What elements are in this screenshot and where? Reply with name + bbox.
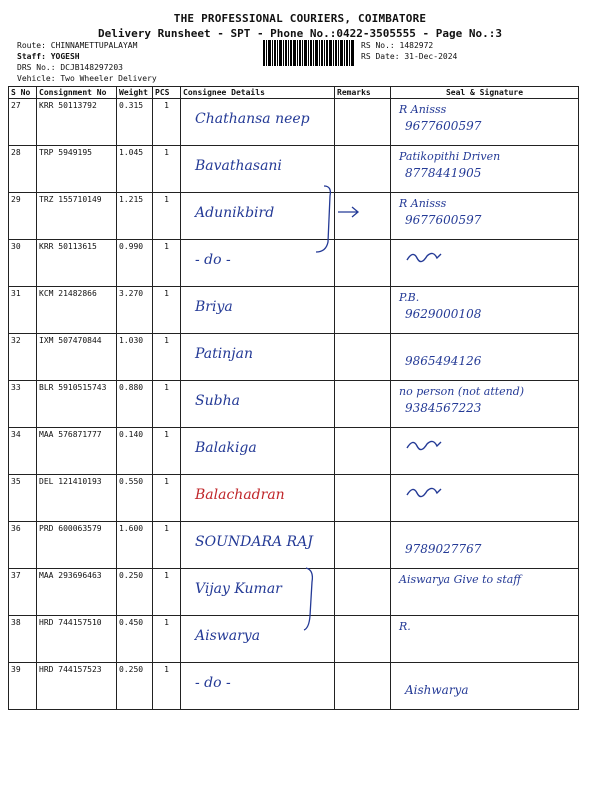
consignee-handwriting: Chathansa neep bbox=[195, 111, 310, 127]
consignee-handwriting: SOUNDARA RAJ bbox=[195, 534, 313, 550]
table-row bbox=[9, 381, 579, 428]
consignment-cell: MAA 576871777 bbox=[37, 428, 117, 475]
col-weight: Weight bbox=[117, 87, 153, 99]
signature-cell bbox=[391, 287, 579, 334]
route-label: Route: CHINNAMETTUPALAYAM bbox=[17, 41, 138, 50]
col-consignee: Consignee Details bbox=[181, 87, 335, 99]
signature-text: R Anisss bbox=[399, 197, 447, 210]
sno-cell: 32 bbox=[9, 334, 37, 381]
meta-left bbox=[17, 40, 157, 84]
weight-cell: 0.550 bbox=[117, 475, 153, 522]
consignee-handwriting: Balakiga bbox=[195, 440, 257, 456]
signature-cell bbox=[391, 616, 579, 663]
remarks-cell bbox=[335, 522, 391, 569]
remarks-cell bbox=[335, 616, 391, 663]
remarks-cell bbox=[335, 287, 391, 334]
consignment-cell: HRD 744157510 bbox=[37, 616, 117, 663]
pcs-cell: 1 bbox=[153, 193, 181, 240]
table-header-row bbox=[9, 87, 579, 99]
pcs-cell: 1 bbox=[153, 475, 181, 522]
signature-phone: 9677600597 bbox=[405, 119, 482, 133]
staff-label: Staff: YOGESH bbox=[17, 52, 80, 61]
runsheet-title: Delivery Runsheet - SPT - Phone No.:0422-3505555 - Page No.:3 bbox=[98, 27, 502, 40]
table-row bbox=[9, 146, 579, 193]
consignment-cell: KRR 50113615 bbox=[37, 240, 117, 287]
signature-phone: 9865494126 bbox=[405, 354, 482, 368]
consignee-handwriting: Patinjan bbox=[195, 346, 253, 362]
remarks-cell bbox=[335, 569, 391, 616]
company-title: THE PROFESSIONAL COURIERS, COIMBATORE bbox=[173, 12, 427, 25]
table-row bbox=[9, 334, 579, 381]
pcs-cell: 1 bbox=[153, 616, 181, 663]
weight-cell: 0.990 bbox=[117, 240, 153, 287]
pcs-cell: 1 bbox=[153, 240, 181, 287]
signature-phone: 9384567223 bbox=[405, 401, 482, 415]
sno-cell: 34 bbox=[9, 428, 37, 475]
consignment-cell: BLR 5910515743 bbox=[37, 381, 117, 428]
weight-cell: 1.030 bbox=[117, 334, 153, 381]
weight-cell: 0.880 bbox=[117, 381, 153, 428]
signature-cell bbox=[391, 193, 579, 240]
consignee-cell bbox=[181, 475, 335, 522]
consignee-cell bbox=[181, 99, 335, 146]
consignee-handwriting: Bavathasani bbox=[195, 158, 282, 174]
consignee-handwriting: - do - bbox=[195, 675, 231, 691]
signature-text: Aiswarya Give to staff bbox=[399, 573, 522, 586]
table-row bbox=[9, 287, 579, 334]
table-row bbox=[9, 569, 579, 616]
remarks-cell bbox=[335, 475, 391, 522]
remarks-cell bbox=[335, 428, 391, 475]
table-row bbox=[9, 522, 579, 569]
signature-cell bbox=[391, 99, 579, 146]
consignment-cell: TRZ 155710149 bbox=[37, 193, 117, 240]
sno-cell: 39 bbox=[9, 663, 37, 710]
col-pcs: PCS bbox=[153, 87, 181, 99]
consignee-cell bbox=[181, 663, 335, 710]
bracket-arrow bbox=[302, 182, 362, 258]
rs-number: RS No.: 1482972 bbox=[361, 41, 434, 50]
signature-phone: 8778441905 bbox=[405, 166, 482, 180]
weight-cell: 0.315 bbox=[117, 99, 153, 146]
remarks-cell bbox=[335, 663, 391, 710]
col-sno: S No bbox=[9, 87, 37, 99]
sno-cell: 27 bbox=[9, 99, 37, 146]
pcs-cell: 1 bbox=[153, 522, 181, 569]
signature-cell bbox=[391, 146, 579, 193]
consignee-cell bbox=[181, 522, 335, 569]
table-row bbox=[9, 428, 579, 475]
sno-cell: 29 bbox=[9, 193, 37, 240]
weight-cell: 0.250 bbox=[117, 569, 153, 616]
signature-cell bbox=[391, 663, 579, 710]
weight-cell: 1.045 bbox=[117, 146, 153, 193]
col-consignment: Consignment No bbox=[37, 87, 117, 99]
signature-text: P.B. bbox=[399, 291, 420, 304]
signature-cell bbox=[391, 381, 579, 428]
pcs-cell: 1 bbox=[153, 428, 181, 475]
pcs-cell: 1 bbox=[153, 334, 181, 381]
consignee-handwriting: Subha bbox=[195, 393, 240, 409]
weight-cell: 0.250 bbox=[117, 663, 153, 710]
signature-phone: 9629000108 bbox=[405, 307, 482, 321]
sno-cell: 38 bbox=[9, 616, 37, 663]
signature-text: no person (not attend) bbox=[399, 385, 525, 398]
signature-text: R. bbox=[399, 620, 411, 633]
runsheet-table bbox=[8, 86, 579, 710]
signature-phone: 9677600597 bbox=[405, 213, 482, 227]
consignee-cell bbox=[181, 334, 335, 381]
signature-scribble bbox=[405, 483, 443, 499]
table-row bbox=[9, 616, 579, 663]
weight-cell: 3.270 bbox=[117, 287, 153, 334]
col-seal-signature: Seal & Signature bbox=[391, 87, 579, 99]
consignee-handwriting: Adunikbird bbox=[195, 205, 275, 221]
signature-cell bbox=[391, 522, 579, 569]
col-remarks: Remarks bbox=[335, 87, 391, 99]
weight-cell: 0.450 bbox=[117, 616, 153, 663]
remarks-cell bbox=[335, 99, 391, 146]
consignee-cell bbox=[181, 287, 335, 334]
weight-cell: 0.140 bbox=[117, 428, 153, 475]
signature-phone: Aishwarya bbox=[405, 683, 469, 697]
remarks-cell bbox=[335, 334, 391, 381]
meta-right bbox=[361, 40, 457, 62]
consignment-cell: DEL 121410193 bbox=[37, 475, 117, 522]
signature-cell bbox=[391, 240, 579, 287]
sno-cell: 30 bbox=[9, 240, 37, 287]
rs-date: RS Date: 31-Dec-2024 bbox=[361, 52, 458, 61]
sno-cell: 37 bbox=[9, 569, 37, 616]
signature-cell bbox=[391, 428, 579, 475]
pcs-cell: 1 bbox=[153, 663, 181, 710]
consignment-cell: KRR 50113792 bbox=[37, 99, 117, 146]
pcs-cell: 1 bbox=[153, 569, 181, 616]
sno-cell: 33 bbox=[9, 381, 37, 428]
table-row bbox=[9, 193, 579, 240]
signature-text: Patikopithi Driven bbox=[399, 150, 501, 163]
weight-cell: 1.600 bbox=[117, 522, 153, 569]
remarks-cell bbox=[335, 381, 391, 428]
sno-cell: 35 bbox=[9, 475, 37, 522]
consignee-handwriting: Briya bbox=[195, 299, 233, 315]
weight-cell: 1.215 bbox=[117, 193, 153, 240]
drs-label: DRS No.: DCJB148297203 bbox=[17, 63, 123, 72]
consignment-cell: TRP 5949195 bbox=[37, 146, 117, 193]
barcode bbox=[263, 40, 355, 66]
pcs-cell: 1 bbox=[153, 287, 181, 334]
consignment-cell: HRD 744157523 bbox=[37, 663, 117, 710]
vehicle-label: Vehicle: Two Wheeler Delivery bbox=[17, 74, 157, 83]
signature-scribble bbox=[405, 248, 443, 264]
consignment-cell: IXM 507470844 bbox=[37, 334, 117, 381]
table-row bbox=[9, 663, 579, 710]
sno-cell: 36 bbox=[9, 522, 37, 569]
table-row bbox=[9, 99, 579, 146]
consignment-cell: MAA 293696463 bbox=[37, 569, 117, 616]
pcs-cell: 1 bbox=[153, 146, 181, 193]
signature-scribble bbox=[405, 436, 443, 452]
consignment-cell: KCM 21482866 bbox=[37, 287, 117, 334]
consignee-handwriting: - do - bbox=[195, 252, 231, 268]
pcs-cell: 1 bbox=[153, 381, 181, 428]
signature-cell bbox=[391, 569, 579, 616]
signature-phone: 9789027767 bbox=[405, 542, 482, 556]
sno-cell: 28 bbox=[9, 146, 37, 193]
consignee-handwriting: Balachadran bbox=[195, 487, 285, 503]
signature-text: R Anisss bbox=[399, 103, 447, 116]
signature-cell bbox=[391, 334, 579, 381]
consignee-handwriting: Vijay Kumar bbox=[195, 581, 282, 597]
consignee-cell bbox=[181, 381, 335, 428]
table-row bbox=[9, 475, 579, 522]
pcs-cell: 1 bbox=[153, 99, 181, 146]
table-row bbox=[9, 240, 579, 287]
consignment-cell: PRD 600063579 bbox=[37, 522, 117, 569]
signature-cell bbox=[391, 475, 579, 522]
consignee-handwriting: Aiswarya bbox=[195, 628, 261, 644]
consignee-cell bbox=[181, 428, 335, 475]
sno-cell: 31 bbox=[9, 287, 37, 334]
bracket-mark bbox=[300, 566, 320, 632]
